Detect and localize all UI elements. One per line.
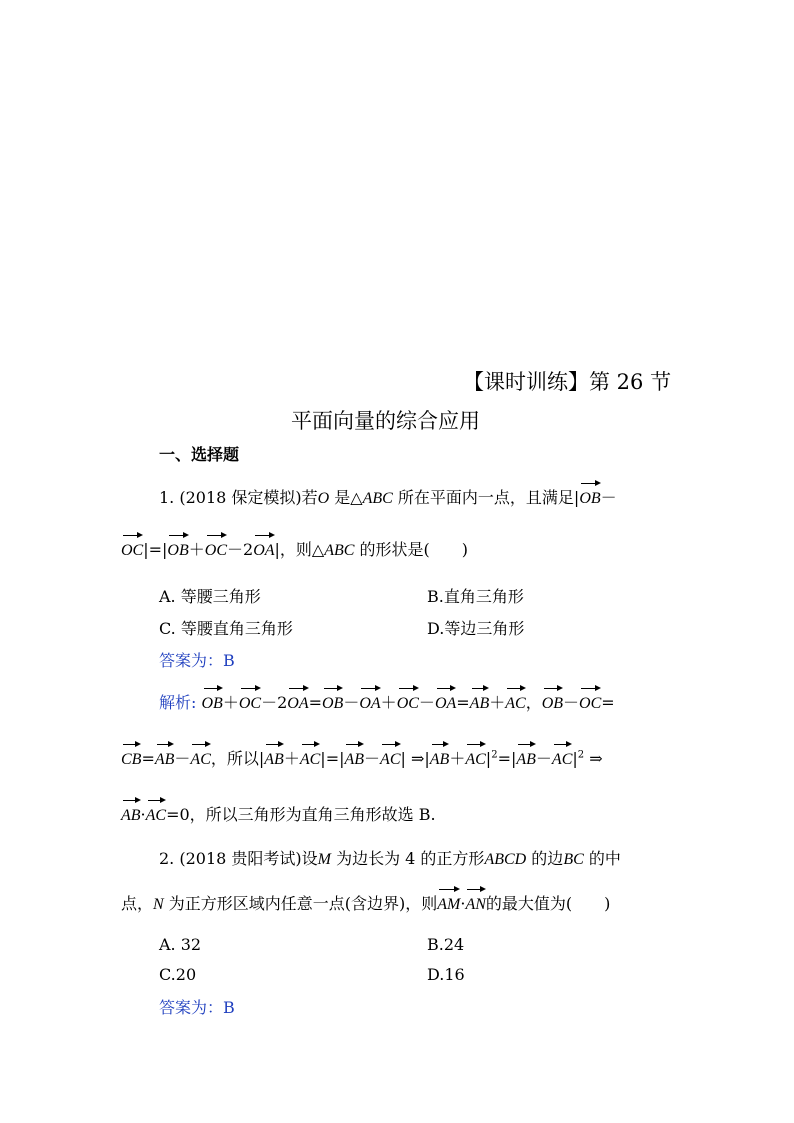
q1-option-b: B.直角三角形 bbox=[427, 587, 524, 606]
q2-answer: 答案为：B bbox=[159, 998, 235, 1017]
q1-analysis-line-2: CB=AB－AC，所以|AB＋AC|=|AB－AC| $\Rightarrow|AB+AC|^2=|AB-AC|^2$ ⇒ bbox=[121, 745, 603, 771]
lesson-header: 【课时训练】第 26 节 bbox=[463, 370, 672, 394]
q2-option-d: D.16 bbox=[427, 965, 465, 984]
q1-answer: 答案为：B bbox=[159, 651, 235, 670]
q1-analysis-line-1: 解析: OB＋OC－2OA=OB－OA＋OC－OA=AB＋AC，OB－OC= bbox=[159, 689, 615, 715]
question-1-line-2: OC|=|OB＋OC－2OA|，则△ABC 的形状是( ) bbox=[121, 536, 468, 562]
question-2-line-1: 2. (2018 贵阳考试)设M 为边长为 4 的正方形ABCD 的边BC 的中 bbox=[159, 849, 621, 868]
q2-option-b: B.24 bbox=[427, 935, 465, 954]
page-title: 平面向量的综合应用 bbox=[291, 409, 480, 433]
section-heading: 一、选择题 bbox=[159, 445, 240, 464]
q1-option-a: A. 等腰三角形 bbox=[159, 587, 261, 606]
q2-option-a: A. 32 bbox=[159, 935, 202, 954]
question-1-line-1: 1. (2018 保定模拟)若O 是△ABC 所在平面内一点，且满足|OB－ bbox=[159, 484, 617, 510]
q1-analysis-line-3: AB·AC=0，所以三角形为直角三角形故选 B. bbox=[121, 801, 436, 827]
question-2-line-2: 点，N 为正方形区域内任意一点(含边界)，则AM·AN的最大值为( ) bbox=[121, 890, 610, 916]
q2-option-c: C.20 bbox=[159, 965, 197, 984]
q1-option-d: D.等边三角形 bbox=[427, 619, 525, 638]
q1-option-c: C. 等腰直角三角形 bbox=[159, 619, 293, 638]
